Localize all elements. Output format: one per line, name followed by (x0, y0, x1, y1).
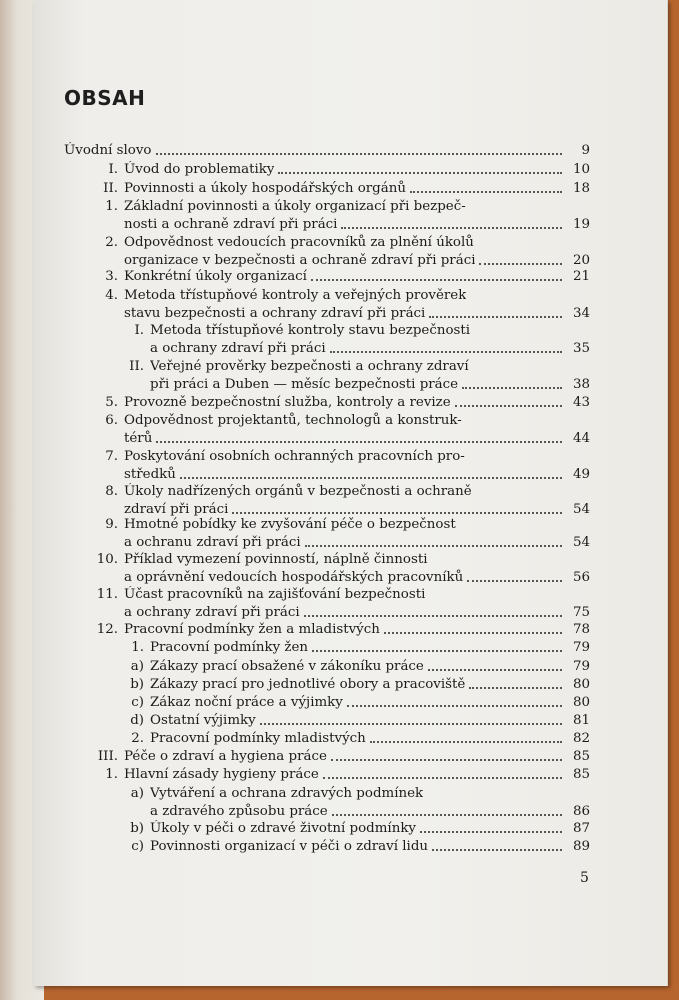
toc-entry-page: 85 (572, 749, 590, 764)
toc-entry-page: 79 (572, 659, 590, 674)
toc-entry-number: 5. (105, 395, 118, 410)
toc-entry-text: Pracovní podmínky mladistvých (150, 731, 366, 746)
toc-entry-number: 10. (96, 552, 118, 567)
toc-entry-text: Úvodní slovo (64, 143, 152, 158)
leader-dots (332, 813, 562, 816)
toc-entry (64, 514, 590, 533)
toc-entry-page: 38 (572, 377, 590, 392)
toc-entry-text: Zákazy prací obsažené v zákoníku práce (150, 659, 424, 674)
toc-entry-text: a ochrany zdraví při práci (150, 341, 326, 356)
toc-entry-number: 12. (96, 622, 118, 637)
toc-entry (64, 392, 590, 411)
leader-dots (341, 226, 562, 229)
toc-entry-number: I. (134, 323, 144, 338)
toc-entry-number: 1. (105, 767, 118, 782)
toc-entry-page: 54 (572, 502, 590, 517)
toc-entry-page: 79 (572, 640, 590, 655)
toc-entry-page: 89 (572, 839, 590, 854)
toc-entry-page: 20 (572, 253, 590, 268)
toc-entry-page: 43 (572, 395, 590, 410)
leader-dots (156, 152, 563, 155)
toc-entry-number: II. (103, 181, 118, 196)
toc-entry-text: Pracovní podmínky žen (150, 640, 309, 655)
toc-entry (120, 656, 590, 675)
toc-entry (64, 196, 590, 215)
leader-dots (432, 848, 562, 851)
toc-entry-number: 2. (105, 235, 118, 250)
toc-entry-text: Metoda třístupňové kontroly stavu bezpečnosti (150, 323, 471, 338)
toc-entry (150, 338, 590, 357)
toc-entry-text: Účast pracovníků na zajišťování bezpečnosti (124, 587, 426, 602)
toc-entry-page: 49 (572, 467, 590, 482)
toc-entry-text: Zákazy prací pro jednotlivé obory a pracoviště (150, 677, 466, 692)
leader-dots (428, 668, 562, 671)
toc-entry-number: 1. (131, 640, 144, 655)
leader-dots (462, 386, 562, 389)
leader-dots (479, 262, 562, 265)
toc-entry-page: 81 (572, 713, 590, 728)
toc-entry (64, 140, 590, 159)
leader-dots (305, 544, 562, 547)
leader-dots (331, 758, 562, 761)
toc-entry (64, 764, 590, 783)
toc-entry-text: Metoda třístupňové kontroly a veřejných prověrek (124, 288, 467, 303)
toc-entry-text: Hlavní zásady hygieny práce (124, 767, 319, 782)
toc-entry-number: 4. (105, 288, 118, 303)
toc-entry-page: 85 (572, 767, 590, 782)
toc-entry-page: 21 (572, 269, 590, 284)
toc-entry-text: Konkrétní úkoly organizací (124, 269, 307, 284)
toc-entry-text: Provozně bezpečnostní služba, kontroly a revize (124, 395, 451, 410)
toc-entry-number: c) (131, 695, 144, 710)
toc-entry-text: a ochranu zdraví při práci (124, 535, 301, 550)
toc-entry-text: středků (124, 467, 176, 482)
toc-entry-text: Vytváření a ochrana zdravých podmínek (150, 786, 424, 801)
leader-dots (156, 440, 562, 443)
toc-entry (64, 481, 590, 500)
toc-entry-number: II. (129, 359, 144, 374)
page-title: OBSAH (64, 86, 146, 110)
toc-entry (120, 783, 590, 802)
toc-entry-text: Odpovědnost vedoucích pracovníků za plnění úkolů (124, 235, 474, 250)
toc-entry-page: 44 (572, 431, 590, 446)
toc-entry (120, 637, 590, 656)
toc-entry-number: 6. (105, 413, 118, 428)
toc-entry (120, 710, 590, 729)
toc-entry (120, 818, 590, 837)
toc-entry-text: při práci a Duben — měsíc bezpečnosti práce (150, 377, 459, 392)
toc-entry (64, 549, 590, 568)
toc-entry-number: I. (108, 162, 118, 177)
toc-entry (64, 159, 590, 178)
toc-entry-text: Ostatní výjimky (150, 713, 256, 728)
toc-entry-text: Povinnosti a úkoly hospodářských orgánů (124, 181, 406, 196)
toc-entry (120, 692, 590, 711)
toc-entry-number: a) (130, 786, 144, 801)
leader-dots (455, 404, 562, 407)
toc-entry-number: 1. (105, 199, 118, 214)
toc-entry (64, 266, 590, 285)
page-number: 5 (580, 870, 589, 886)
toc-entry-number: d) (130, 713, 144, 728)
toc-entry (64, 178, 590, 197)
toc-entry (124, 214, 590, 233)
toc-entry-page: 80 (572, 677, 590, 692)
leader-dots (410, 190, 562, 193)
toc-entry (120, 356, 590, 375)
toc-entry-number: III. (97, 749, 118, 764)
toc-entry-text: Veřejné prověrky bezpečnosti a ochrany zdraví (150, 359, 469, 374)
leader-dots (330, 350, 562, 353)
toc-entry-page: 80 (572, 695, 590, 710)
toc-entry-text: Péče o zdraví a hygiena práce (124, 749, 327, 764)
leader-dots (260, 722, 562, 725)
toc-entry (64, 746, 590, 765)
toc-entry-page: 56 (572, 570, 590, 585)
toc-entry-page: 9 (581, 143, 590, 158)
toc-entry-page: 34 (572, 306, 590, 321)
leader-dots (323, 776, 562, 779)
leader-dots (420, 830, 562, 833)
toc-entry-text: a oprávnění vedoucích hospodářských pracovníků (124, 570, 464, 585)
toc-entry-text: a ochrany zdraví při práci (124, 605, 300, 620)
toc-entry (120, 320, 590, 339)
toc-entry (64, 285, 590, 304)
toc-entry-page: 87 (572, 821, 590, 836)
toc-entry-page: 18 (572, 181, 590, 196)
toc-entry (64, 584, 590, 603)
toc-entry (120, 674, 590, 693)
leader-dots (312, 649, 562, 652)
toc-entry-text: stavu bezpečnosti a ochrany zdraví při práci (124, 306, 426, 321)
toc-entry-page: 54 (572, 535, 590, 550)
toc-entry-page: 19 (572, 217, 590, 232)
toc-entry-text: nosti a ochraně zdraví při práci (124, 217, 338, 232)
toc-entry-text: Úkoly nadřízených orgánů v bezpečnosti a ochraně (124, 484, 472, 499)
toc-entry (64, 232, 590, 251)
toc-entry-number: a) (130, 659, 144, 674)
toc-entry (150, 374, 590, 393)
toc-entry-page: 86 (572, 804, 590, 819)
toc-entry-text: Poskytování osobních ochranných pracovních pro- (124, 449, 465, 464)
leader-dots (384, 631, 562, 634)
toc-entry-text: térů (124, 431, 153, 446)
toc-entry-text: Úkoly v péči o zdravé životní podmínky (150, 821, 416, 836)
leader-dots (370, 740, 562, 743)
toc-entry-number: b) (130, 821, 144, 836)
toc-entry (64, 410, 590, 429)
toc-entry-number: 9. (105, 517, 118, 532)
toc-entry-number: 8. (105, 484, 118, 499)
toc-entry (64, 619, 590, 638)
toc-entry-text: Zákaz noční práce a výjimky (150, 695, 343, 710)
toc-entry-number: c) (131, 839, 144, 854)
toc-entry (124, 428, 590, 447)
leader-dots (278, 171, 562, 174)
toc-entry-text: organizace v bezpečnosti a ochraně zdraví při práci (124, 253, 476, 268)
leader-dots (311, 278, 562, 281)
toc-entry-number: 11. (96, 587, 118, 602)
toc-entry-text: Základní povinnosti a úkoly organizací při bezpeč- (124, 199, 466, 214)
toc-entry-text: Povinnosti organizací v péči o zdraví lidu (150, 839, 429, 854)
toc-entry (64, 446, 590, 465)
toc-entry-text: Příklad vymezení povinností, náplně činnosti (124, 552, 428, 567)
leader-dots (429, 315, 562, 318)
toc-entry (120, 728, 590, 747)
toc-entry-number: 7. (105, 449, 118, 464)
toc-entry-number: b) (130, 677, 144, 692)
leader-dots (467, 579, 562, 582)
toc-entry-number: 3. (105, 269, 118, 284)
toc-entry-text: Odpovědnost projektantů, technologů a konstruk- (124, 413, 462, 428)
toc-entry-page: 82 (572, 731, 590, 746)
toc-entry-text: zdraví při práci (124, 502, 229, 517)
leader-dots (469, 686, 562, 689)
toc-entry-page: 75 (572, 605, 590, 620)
leader-dots (347, 704, 562, 707)
toc-entry-text: Pracovní podmínky žen a mladistvých (124, 622, 380, 637)
toc-entry-text: Hmotné pobídky ke zvyšování péče o bezpečnost (124, 517, 456, 532)
toc-entry-text: a zdravého způsobu práce (150, 804, 328, 819)
leader-dots (304, 614, 562, 617)
toc-entry-page: 10 (572, 162, 590, 177)
toc-entry-number: 2. (131, 731, 144, 746)
leader-dots (180, 476, 562, 479)
toc-entry (120, 836, 590, 855)
toc-entry-page: 35 (572, 341, 590, 356)
toc-entry-text: Úvod do problematiky (124, 162, 275, 177)
toc-entry-page: 78 (572, 622, 590, 637)
